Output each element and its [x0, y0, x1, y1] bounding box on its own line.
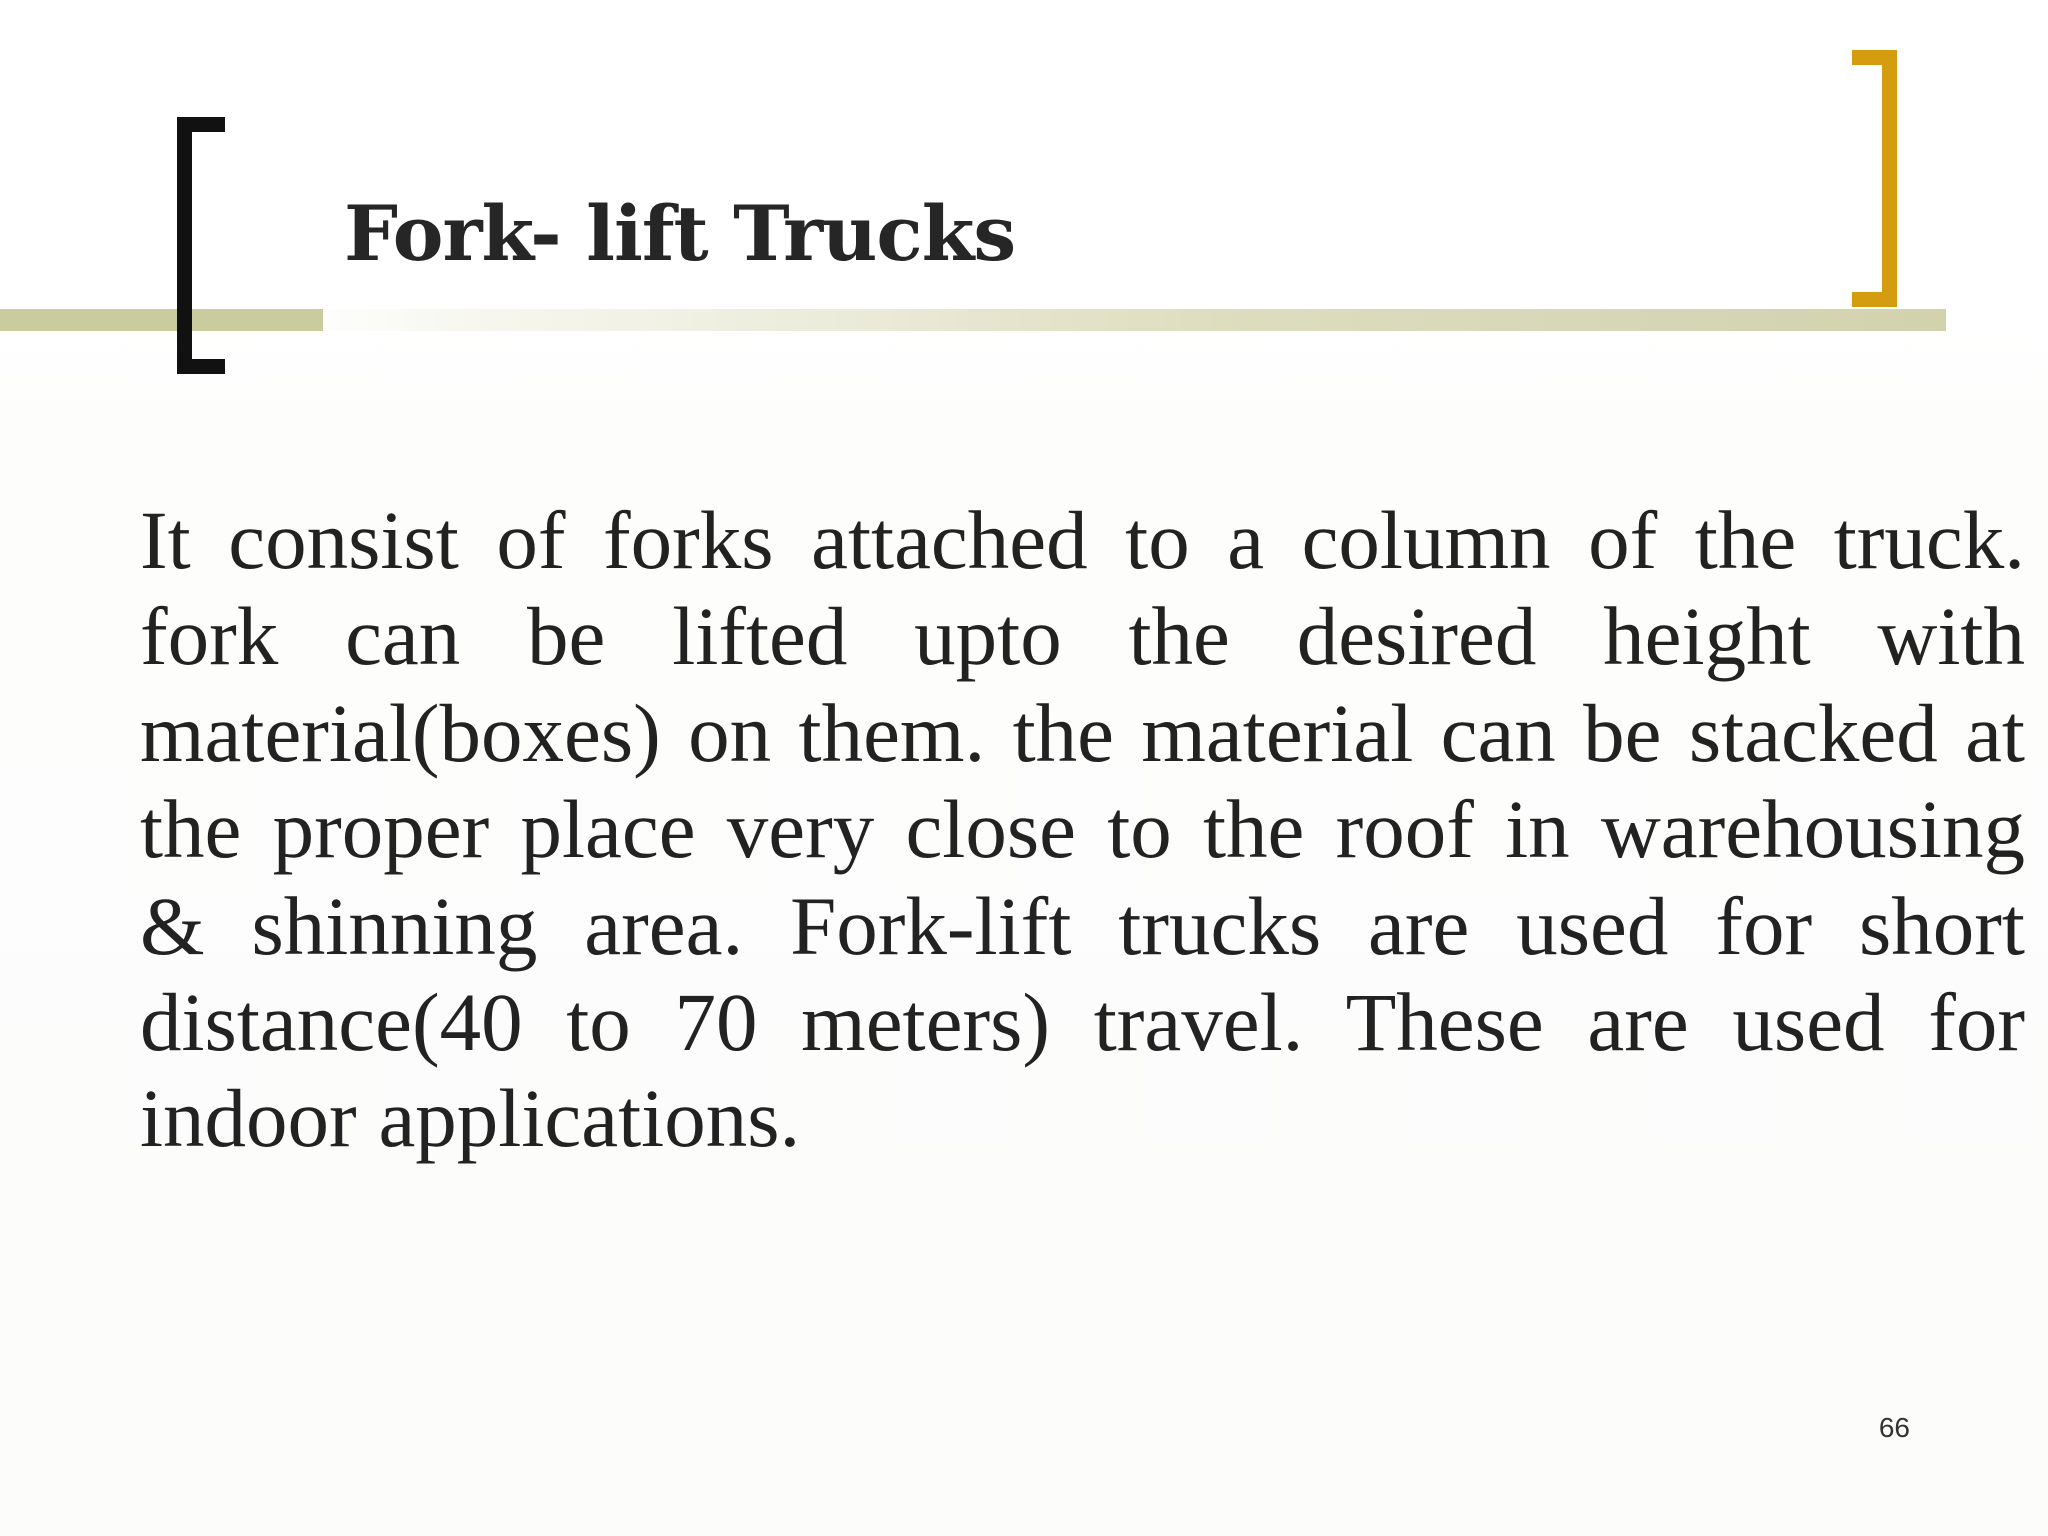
slide-title: Fork- lift Trucks	[344, 189, 1016, 278]
right-bracket-decoration	[1852, 50, 1897, 307]
left-bracket-decoration	[177, 117, 225, 374]
title-rule	[323, 309, 1946, 331]
page-number: 66	[1878, 1412, 1910, 1443]
title-rule-left	[0, 309, 323, 331]
body-paragraph: It consist of forks attached to a column of the truck. fork can be lifted upto the desired height with material(boxes) on them. the material can be stacked at the proper place very close to the roof in warehousing & shinning area. Fork-lift trucks are used for short distance(40 to 70 meters) travel. These are used for indoor applications.	[140, 494, 2025, 1165]
